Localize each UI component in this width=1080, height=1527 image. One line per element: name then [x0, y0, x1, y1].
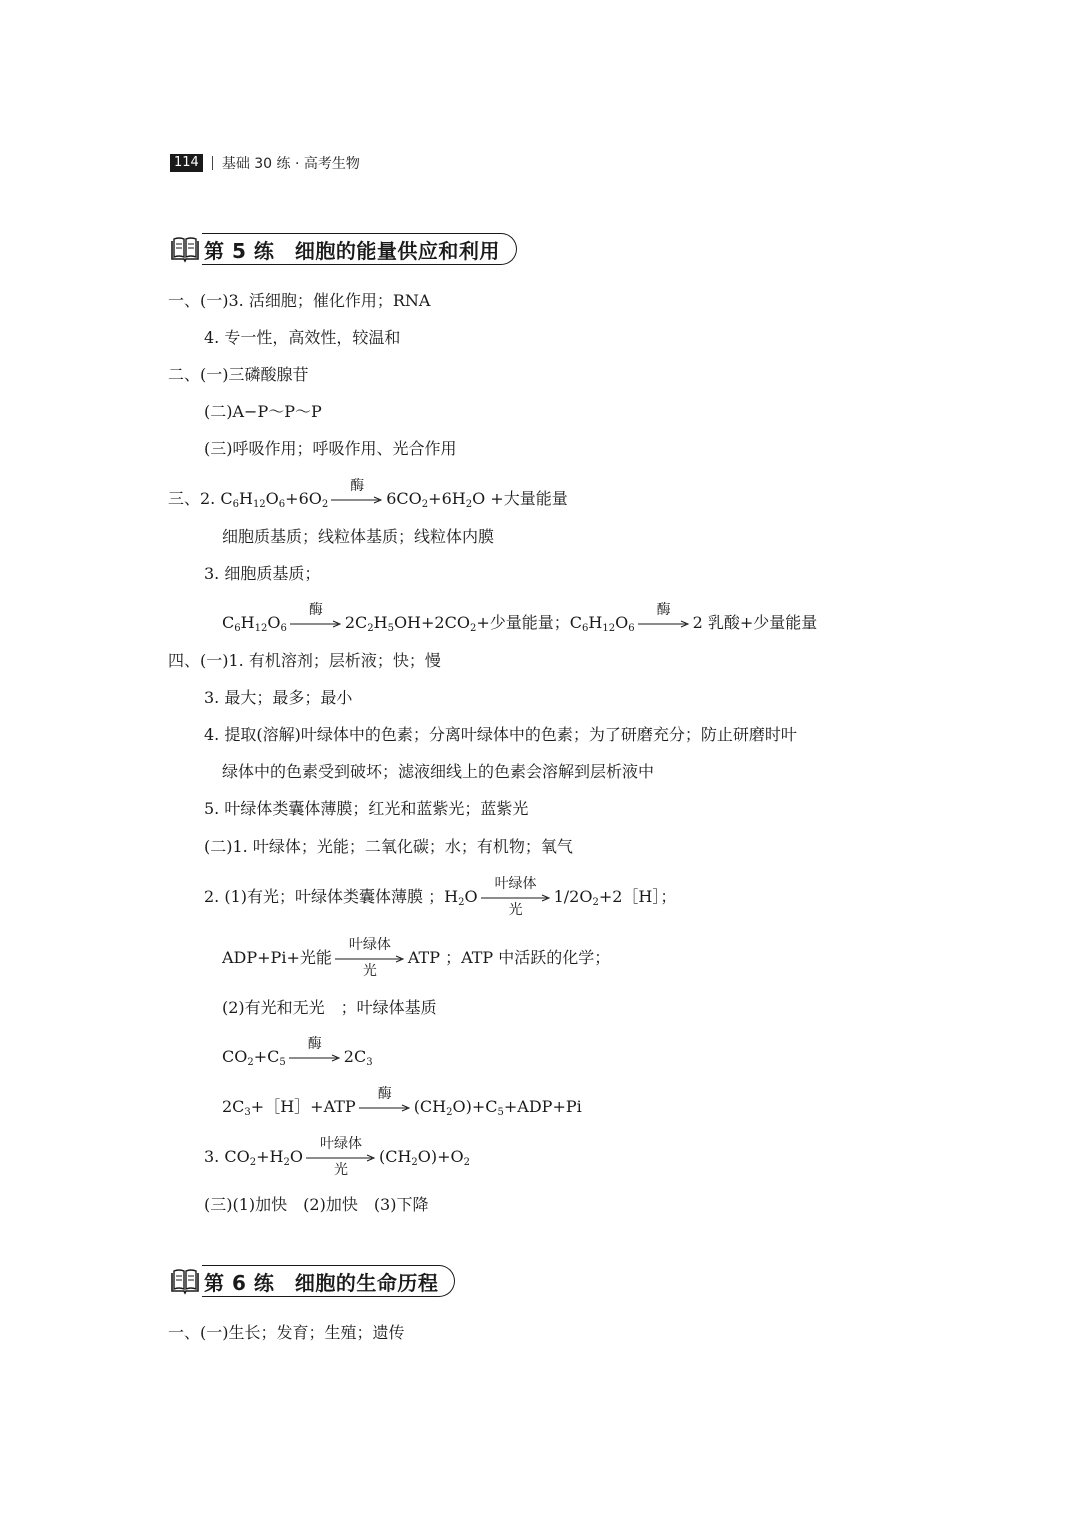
equation-photosynthesis: 3. $CO_2+H_2O$ 叶绿体 光 $(CH_2O)+O_2$: [204, 1146, 470, 1169]
equation-aerobic: 三、2. $C_6H_{12}O_6+6O_2$ 酶 $6CO_2+6H_2O$ +大量能量: [168, 488, 568, 511]
reaction-arrow: [481, 875, 551, 918]
equation-photolysis: 2. (1)有光；叶绿体类囊体薄膜 ；$H_2O$ 叶绿体 光 $1/2O_2+2[H]$；: [204, 886, 676, 909]
answer-line: 3. 细胞质基质；: [204, 564, 321, 583]
section-title-text: 第 5 练 细胞的能量供应和利用: [202, 233, 517, 265]
line-prefix: 3.: [204, 1147, 225, 1166]
book-title: 基础 30 练 · 高考生物: [221, 156, 360, 172]
line-prefix: 2. (1)有光；叶绿体类囊体薄膜 ；: [204, 887, 445, 906]
reaction-arrow: [290, 601, 342, 635]
section-5-title: [170, 232, 517, 266]
line-suffix: ATP ；ATP 中活跃的化学；: [407, 948, 611, 967]
line-end: +2［H］；: [598, 887, 677, 906]
arrow-icon: [289, 1052, 341, 1064]
reaction-arrow: [289, 1035, 341, 1069]
reaction-arrow: [331, 477, 383, 511]
book-icon: [170, 235, 200, 263]
reaction-arrow: [638, 601, 690, 635]
line-prefix: ADP+Pi+光能: [222, 948, 332, 967]
answer-line: 一、(一)生长；发育；生殖；遗传: [168, 1323, 405, 1342]
answer-line: (三)呼吸作用；呼吸作用、光合作用: [204, 439, 457, 458]
arrow-label: 酶: [307, 1035, 322, 1052]
arrow-label: 叶绿体: [494, 875, 537, 892]
book-icon: [170, 1267, 200, 1295]
arrow-label: 光: [362, 962, 377, 979]
answer-line: 二、(一)三磷酸腺苷: [168, 365, 309, 384]
arrow-label: 光: [508, 901, 523, 918]
running-header: [170, 153, 360, 173]
answer-line: (2)有光和无光 ；叶绿体基质: [222, 998, 437, 1017]
answer-line: (二)1. 叶绿体；光能；二氧化碳；水；有机物；氧气: [204, 837, 573, 856]
equation-fixation: $CO_2+C_5$ 酶 $2C_3$: [222, 1046, 373, 1069]
line-suffix: +大量能量: [490, 489, 568, 508]
answer-line: 3. 最大；最多；最小: [204, 688, 353, 707]
answer-line: 细胞质基质；线粒体基质；线粒体内膜: [222, 527, 495, 546]
arrow-label: 酶: [656, 601, 671, 618]
reaction-arrow: [335, 936, 405, 979]
arrow-label: 酶: [350, 477, 365, 494]
answer-line: 4. 提取(溶解)叶绿体中的色素；分离叶绿体中的色素；为了研磨充分；防止研磨时叶: [204, 725, 797, 744]
equation-atp: [222, 936, 611, 979]
arrow-icon: [331, 494, 383, 506]
arrow-label: 酶: [308, 601, 323, 618]
arrow-label: 叶绿体: [348, 936, 391, 953]
arrow-icon: [359, 1102, 411, 1114]
header-divider: [212, 156, 213, 170]
line-suffix: 1/2O: [553, 887, 593, 906]
arrow-label: 叶绿体: [319, 1135, 362, 1152]
answer-line: 四、(一)1. 有机溶剂；层析液；快；慢: [168, 651, 441, 670]
answer-line: 一、(一)3. 活细胞；催化作用；RNA: [168, 291, 431, 310]
answer-line: 4. 专一性，高效性，较温和: [204, 328, 401, 347]
equation-reduction: $2C_3+[H]+ATP$ 酶 $(CH_2O)+C_5+ADP+Pi$: [222, 1096, 582, 1119]
line-prefix: 三、2.: [168, 489, 221, 508]
page-number: 114: [170, 154, 203, 172]
reaction-arrow: [359, 1085, 411, 1119]
arrow-label: 光: [333, 1161, 348, 1178]
line-end: 2 乳酸+少量能量: [692, 613, 818, 632]
answer-line: (三)(1)加快 (2)加快 (3)下降: [204, 1195, 429, 1214]
section-6-title: [170, 1264, 455, 1298]
reaction-arrow: [306, 1135, 376, 1178]
answer-line: 5. 叶绿体类囊体薄膜；红光和蓝紫光；蓝紫光: [204, 799, 529, 818]
answer-line: 绿体中的色素受到破坏；滤液细线上的色素会溶解到层析液中: [222, 762, 655, 781]
answer-line: (二)A−P～P～P: [204, 402, 322, 421]
arrow-icon: [638, 618, 690, 630]
arrow-label: 酶: [377, 1085, 392, 1102]
equation-anaerobic: $C_6H_{12}O_6$ 酶 $2C_2H_5OH+2CO_2+$少量能量；$C_6H_{12}O_6$ 酶 2 乳酸+少量能量: [222, 612, 817, 635]
line-middle: +少量能量；: [476, 613, 570, 632]
arrow-icon: [290, 618, 342, 630]
section-title-text: 第 6 练 细胞的生命历程: [202, 1265, 455, 1297]
